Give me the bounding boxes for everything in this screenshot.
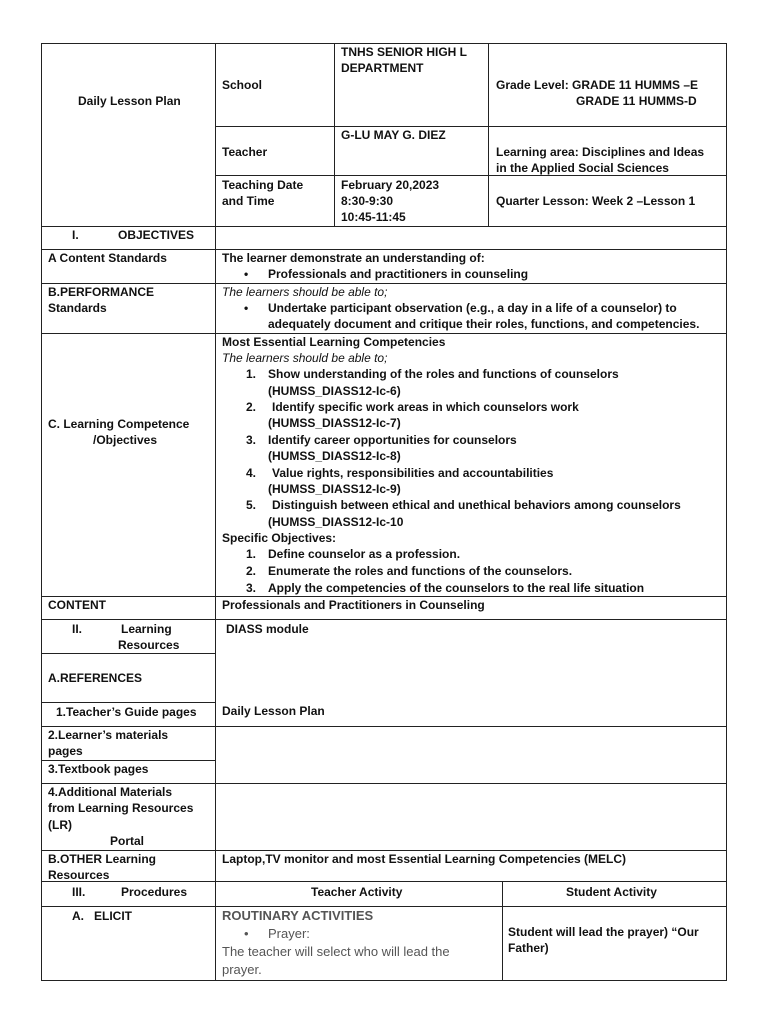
melc-code: (HUMSS_DIASS12-Ic-10	[268, 515, 404, 529]
teacher-note: prayer.	[222, 962, 262, 977]
content-standards-item: Professionals and practitioners in counseling	[268, 267, 529, 281]
teacher-activity-header: Teacher Activity	[311, 885, 403, 899]
student-note: Father)	[508, 941, 549, 955]
melc-code: (HUMSS_DIASS12-Ic-9)	[268, 482, 401, 496]
objectives-heading: OBJECTIVES	[118, 228, 195, 242]
specific-num: 1.	[246, 547, 257, 561]
learners-materials-label: pages	[48, 744, 83, 758]
specific-item: Apply the competencies of the counselors to the real life situation	[268, 581, 645, 595]
learning-area: in the Applied Social Sciences	[496, 161, 669, 175]
rule	[41, 906, 727, 907]
additional-materials-label: Portal	[110, 834, 145, 848]
learning-area: Learning area: Disciplines and Ideas	[496, 145, 705, 159]
melc-item: Show understanding of the roles and functions of counselors	[268, 367, 619, 381]
other-resources-value: Laptop,TV monitor and most Essential Learning Competencies (MELC)	[222, 852, 627, 866]
additional-materials-label: (LR)	[48, 818, 72, 832]
melc-title: Most Essential Learning Competencies	[222, 335, 446, 349]
rule	[726, 43, 727, 981]
performance-label: Standards	[48, 301, 107, 315]
melc-item: Distinguish between ethical and unethical behaviors among counselors	[272, 498, 681, 512]
rule	[41, 980, 727, 981]
melc-num: 1.	[246, 367, 257, 381]
objectives-num: I.	[72, 228, 79, 242]
rule	[215, 126, 727, 127]
melc-num: 4.	[246, 466, 257, 480]
melc-intro: The learners should be able to;	[222, 351, 388, 365]
time-value: 8:30-9:30	[341, 194, 394, 208]
additional-materials-label: from Learning Resources	[48, 801, 194, 815]
teacher-note: The teacher will select who will lead the	[222, 944, 450, 959]
grade-level: Grade Level: GRADE 11 HUMMS –E	[496, 78, 699, 92]
bullet-icon: •	[244, 926, 249, 941]
school-value: TNHS SENIOR HIGH L	[341, 45, 468, 59]
resources-num: II.	[72, 622, 83, 636]
melc-item: Identify career opportunities for counselors	[268, 433, 517, 447]
rule	[215, 43, 216, 981]
performance-intro: The learners should be able to;	[222, 285, 388, 299]
school-label: School	[222, 78, 263, 92]
other-resources-label: Resources	[48, 868, 110, 882]
melc-num: 3.	[246, 433, 257, 447]
specific-num: 3.	[246, 581, 257, 595]
rule	[488, 43, 489, 226]
bullet-icon: •	[244, 267, 249, 281]
elicit-label: A. ELICIT	[72, 909, 132, 923]
content-label: CONTENT	[48, 598, 106, 612]
other-resources-label: B.OTHER Learning	[48, 852, 157, 866]
rule	[502, 881, 503, 981]
melc-code: (HUMSS_DIASS12-Ic-7)	[268, 416, 401, 430]
additional-materials-label: 4.Additional Materials	[48, 785, 173, 799]
module-value: DIASS module	[226, 622, 309, 636]
melc-num: 2.	[246, 400, 257, 414]
competence-label: C. Learning Competence	[48, 417, 190, 431]
melc-item: Value rights, responsibilities and accountabilities	[272, 466, 554, 480]
prayer-label: Prayer:	[268, 926, 310, 941]
bullet-icon: •	[244, 301, 249, 315]
content-standards-intro: The learner demonstrate an understanding of:	[222, 251, 485, 265]
rule	[41, 653, 215, 654]
rule	[334, 43, 335, 226]
rule	[41, 619, 727, 620]
specific-item: Enumerate the roles and functions of the counselors.	[268, 564, 573, 578]
procedures-heading: Procedures	[121, 885, 188, 899]
date-label: and Time	[222, 194, 275, 208]
date-value: February 20,2023	[341, 178, 440, 192]
competence-label: /Objectives	[93, 433, 158, 447]
content-standards-label: A Content Standards	[48, 251, 167, 265]
page-title: Daily Lesson Plan	[78, 94, 181, 108]
student-note: Student will lead the prayer) “Our	[508, 925, 699, 939]
specific-item: Define counselor as a profession.	[268, 547, 461, 561]
melc-code: (HUMSS_DIASS12-Ic-6)	[268, 384, 401, 398]
specific-num: 2.	[246, 564, 257, 578]
rule	[41, 702, 215, 703]
resources-heading: Resources	[118, 638, 180, 652]
melc-item: Identify specific work areas in which counselors work	[272, 400, 579, 414]
textbook-label: 3.Textbook pages	[48, 762, 149, 776]
procedures-num: III.	[72, 885, 86, 899]
content-value: Professionals and Practitioners in Counseling	[222, 598, 485, 612]
quarter-lesson: Quarter Lesson: Week 2 –Lesson 1	[496, 194, 696, 208]
teachers-guide-value: Daily Lesson Plan	[222, 704, 325, 718]
references-label: A.REFERENCES	[48, 671, 143, 685]
time-value: 10:45-11:45	[341, 210, 406, 224]
performance-label: B.PERFORMANCE	[48, 285, 155, 299]
specific-objectives-title: Specific Objectives:	[222, 531, 337, 545]
school-value: DEPARTMENT	[341, 61, 424, 75]
rule	[41, 43, 42, 981]
learners-materials-label: 2.Learner’s materials	[48, 728, 169, 742]
melc-code: (HUMSS_DIASS12-Ic-8)	[268, 449, 401, 463]
rule	[41, 881, 727, 882]
teachers-guide-label: 1.Teacher’s Guide pages	[56, 705, 197, 719]
routinary-title: ROUTINARY ACTIVITIES	[222, 908, 374, 923]
grade-level: GRADE 11 HUMMS-D	[576, 94, 697, 108]
date-label: Teaching Date	[222, 178, 304, 192]
resources-heading: Learning	[121, 622, 172, 636]
student-activity-header: Student Activity	[566, 885, 657, 899]
performance-item: adequately document and critique their roles, functions, and competencies.	[268, 317, 700, 331]
performance-item: Undertake participant observation (e.g., a day in a life of a counselor) to	[268, 301, 677, 315]
teacher-label: Teacher	[222, 145, 268, 159]
melc-num: 5.	[246, 498, 257, 512]
teacher-value: G-LU MAY G. DIEZ	[341, 128, 446, 142]
